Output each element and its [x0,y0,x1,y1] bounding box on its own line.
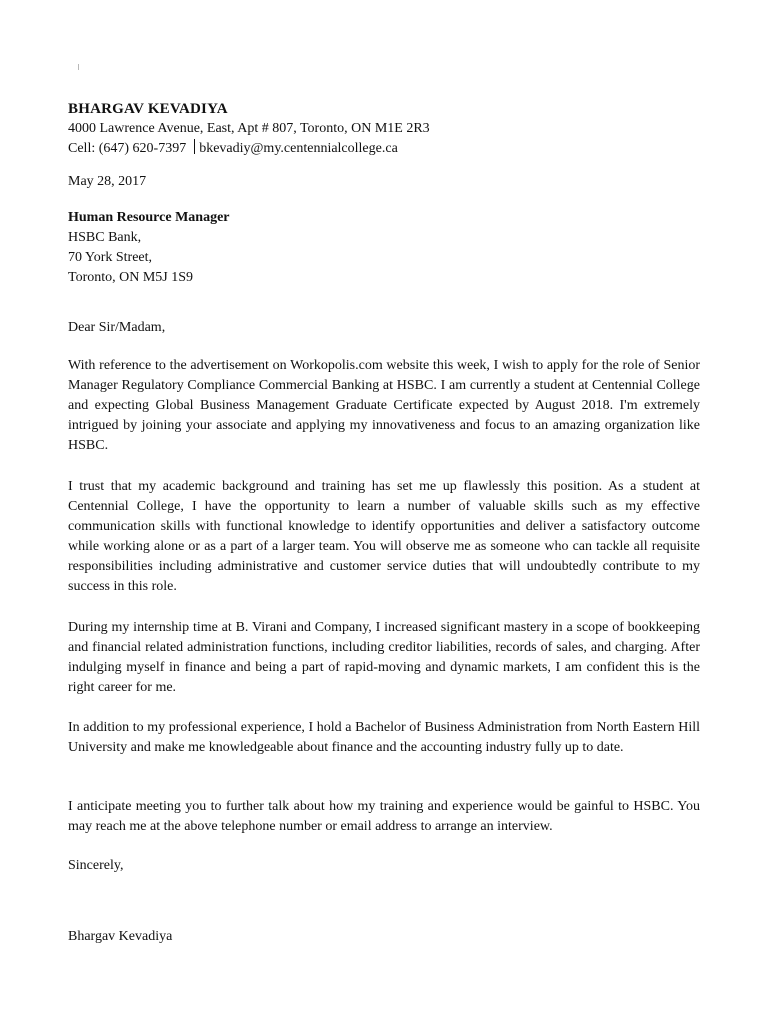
contact-separator [194,139,195,154]
paragraph-2: I trust that my academic background and training has set me up flawlessly this position. As a student at Centennial College, I have the opportunity to learn a number of valuable skills such as my effective communication skills with functional knowledge to identify opportunities and deliver a satisfactory outcome while working alone or as a part of a larger team. You will observe me as someone who can tackle all requisite responsibilities including administrative and customer service duties that will undoubtedly contribute to my success in this role. [68,479,700,594]
recipient-city: Toronto, ON M5J 1S9 [68,270,194,285]
recipient-company: HSBC Bank, [68,230,142,245]
paragraph-4: In addition to my professional experience, I hold a Bachelor of Business Administration from North Eastern Hill University and make me knowledgeable about finance and the accounting industry fully up to date. [68,720,700,755]
signature-name: Bhargav Kevadiya [68,929,173,944]
sender-cell: Cell: (647) 620-7397 [68,141,187,156]
sender-address: 4000 Lawrence Avenue, East, Apt # 807, Toronto, ON M1E 2R3 [68,121,430,136]
recipient-title: Human Resource Manager [68,210,230,225]
sender-contact [68,139,430,159]
letter-date: May 28, 2017 [68,174,147,189]
paragraph-1: With reference to the advertisement on Workopolis.com website this week, I wish to apply for the role of Senior Manager Regulatory Compliance Commercial Banking at HSBC. I am currently a student at Centennial College and expecting Global Business Management Graduate Certificate expected by August 2018. I'm extremely intrigued by joining your associate and applying my innovativeness and focus to an amazing organization like HSBC. [68,358,700,453]
recipient-street: 70 York Street, [68,250,153,265]
closing: Sincerely, [68,858,124,873]
sender-email: bkevadiy@my.centennialcollege.ca [199,141,398,156]
paragraph-3: During my internship time at B. Virani and Company, I increased significant mastery in a scope of bookkeeping and financial related administration functions, including creditor liabilities, records of sales, and charging. After indulging myself in finance and being a part of rapid-moving and dynamic markets, I am confident this is the right career for me. [68,620,700,695]
salutation: Dear Sir/Madam, [68,320,166,335]
cursor-mark [78,64,79,70]
sender-block [68,99,430,159]
recipient-block [68,208,230,288]
sender-name: BHARGAV KEVADIYA [68,101,228,117]
paragraph-5: I anticipate meeting you to further talk about how my training and experience would be gainful to HSBC. You may reach me at the above telephone number or email address to arrange an interview. [68,799,700,834]
